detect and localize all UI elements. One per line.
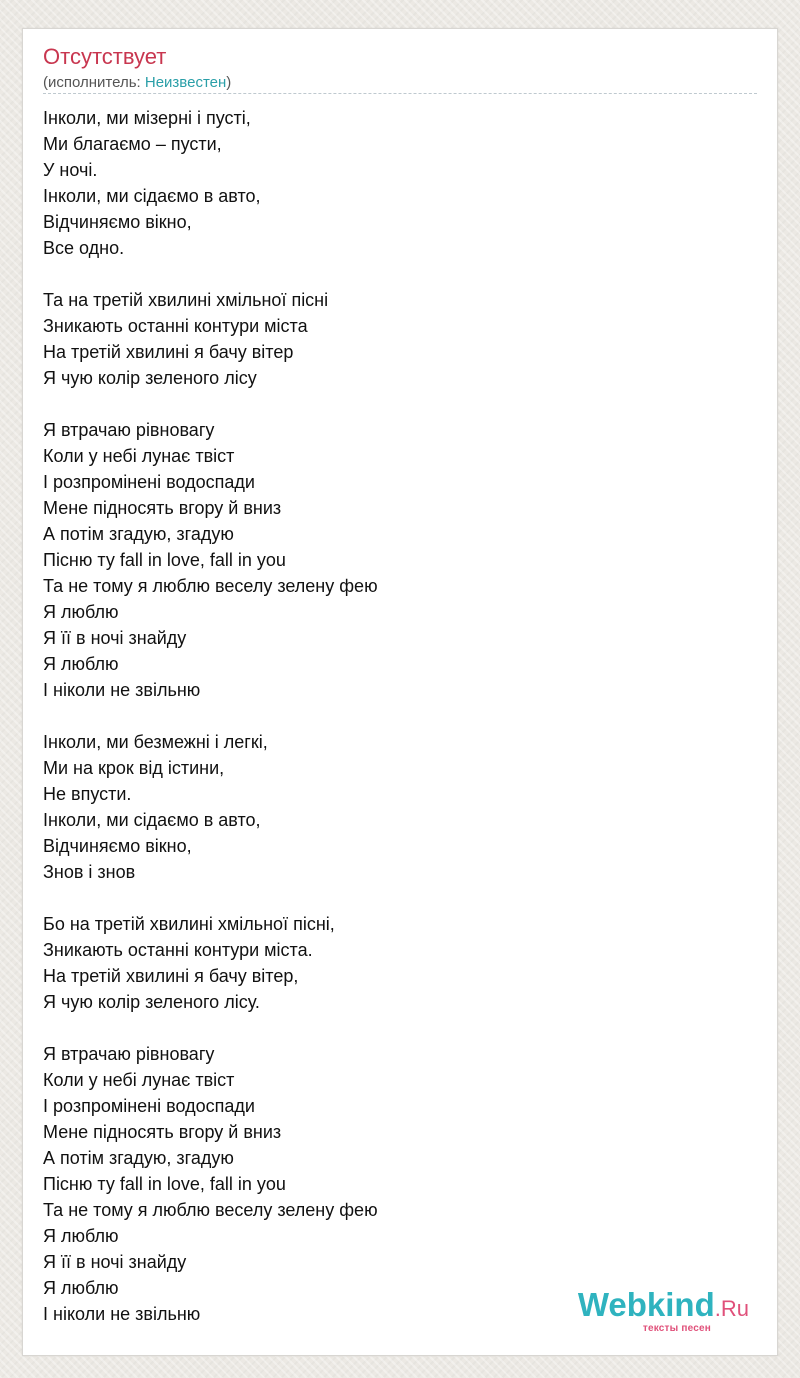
lyric-line: Інколи, ми безмежні і легкі, <box>43 732 268 752</box>
lyric-line: Зникають останні контури міста <box>43 316 308 336</box>
lyric-line: Я втрачаю рівновагу <box>43 420 215 440</box>
artist-suffix: ) <box>226 74 232 91</box>
lyric-line: Коли у небі лунає твіст <box>43 1070 235 1090</box>
lyric-line: І ніколи не звільню <box>43 680 201 700</box>
logo-tagline: тексты песен <box>642 1323 711 1334</box>
lyric-line: Я її в ночі знайду <box>43 1252 187 1272</box>
artist-line <box>43 73 231 93</box>
stanza-gap <box>43 261 759 287</box>
lyric-line: У ночі. <box>43 160 98 180</box>
lyric-line: Зникають останні контури міста. <box>43 940 313 960</box>
stanza-gap <box>43 1015 759 1041</box>
lyric-line: Не впусти. <box>43 784 132 804</box>
lyric-line: Відчиняємо вікно, <box>43 836 192 856</box>
stanza-gap <box>43 703 759 729</box>
lyric-line: А потім згадую, згадую <box>43 524 234 544</box>
artist-link[interactable]: Неизвестен <box>144 74 227 91</box>
stanza-gap <box>43 885 759 911</box>
lyric-line: На третій хвилині я бачу вітер <box>43 342 294 362</box>
lyric-line: На третій хвилині я бачу вітер, <box>43 966 299 986</box>
stanza-gap <box>43 391 759 417</box>
lyric-line: Пісню ту fall in love, fall in you <box>43 1174 286 1194</box>
lyric-line: А потім згадую, згадую <box>43 1148 234 1168</box>
lyric-line: Коли у небі лунає твіст <box>43 446 235 466</box>
logo-main-text: Webkind <box>577 1286 715 1323</box>
lyrics-body <box>43 105 759 1327</box>
lyric-line: Пісню ту fall in love, fall in you <box>43 550 286 570</box>
lyric-line: Та не тому я люблю веселу зелену фею <box>43 1200 378 1220</box>
logo-wordmark <box>578 1288 749 1326</box>
lyric-line: Все одно. <box>43 238 125 258</box>
lyric-line: Та не тому я люблю веселу зелену фею <box>43 576 378 596</box>
lyric-line: Я чую колір зеленого лісу <box>43 368 257 388</box>
lyric-line: Я люблю <box>43 654 119 674</box>
lyric-line: Я втрачаю рівновагу <box>43 1044 215 1064</box>
lyric-line: Мене підносять вгору й вниз <box>43 1122 282 1142</box>
logo-tld: .Ru <box>714 1296 749 1321</box>
site-logo[interactable] <box>578 1288 749 1335</box>
lyric-line: Я люблю <box>43 1226 119 1246</box>
lyric-line: Я чую колір зеленого лісу. <box>43 992 260 1012</box>
lyric-line: Відчиняємо вікно, <box>43 212 192 232</box>
lyric-line: Знов і знов <box>43 862 136 882</box>
lyric-line: Інколи, ми мізерні і пусті, <box>43 108 251 128</box>
lyric-line: Мене підносять вгору й вниз <box>43 498 282 518</box>
lyric-line: Інколи, ми сідаємо в авто, <box>43 186 261 206</box>
lyric-line: І розпромінені водоспади <box>43 1096 255 1116</box>
lyric-line: Я її в ночі знайду <box>43 628 187 648</box>
lyric-line: Інколи, ми сідаємо в авто, <box>43 810 261 830</box>
lyric-line: Та на третій хвилині хмільної пісні <box>43 290 329 310</box>
song-title: Отсутствует <box>43 44 167 69</box>
lyric-line: Ми на крок від істини, <box>43 758 225 778</box>
lyric-line: Я люблю <box>43 602 119 622</box>
lyric-line: Бо на третій хвилині хмільної пісні, <box>43 914 335 934</box>
lyric-line: І розпромінені водоспади <box>43 472 255 492</box>
artist-prefix: (исполнитель: <box>43 74 145 91</box>
lyric-line: Ми благаємо – пусти, <box>43 134 222 154</box>
lyrics-card <box>22 28 778 1356</box>
lyric-line: Я люблю <box>43 1278 119 1298</box>
header-divider <box>43 93 757 94</box>
lyric-line: І ніколи не звільню <box>43 1304 201 1324</box>
